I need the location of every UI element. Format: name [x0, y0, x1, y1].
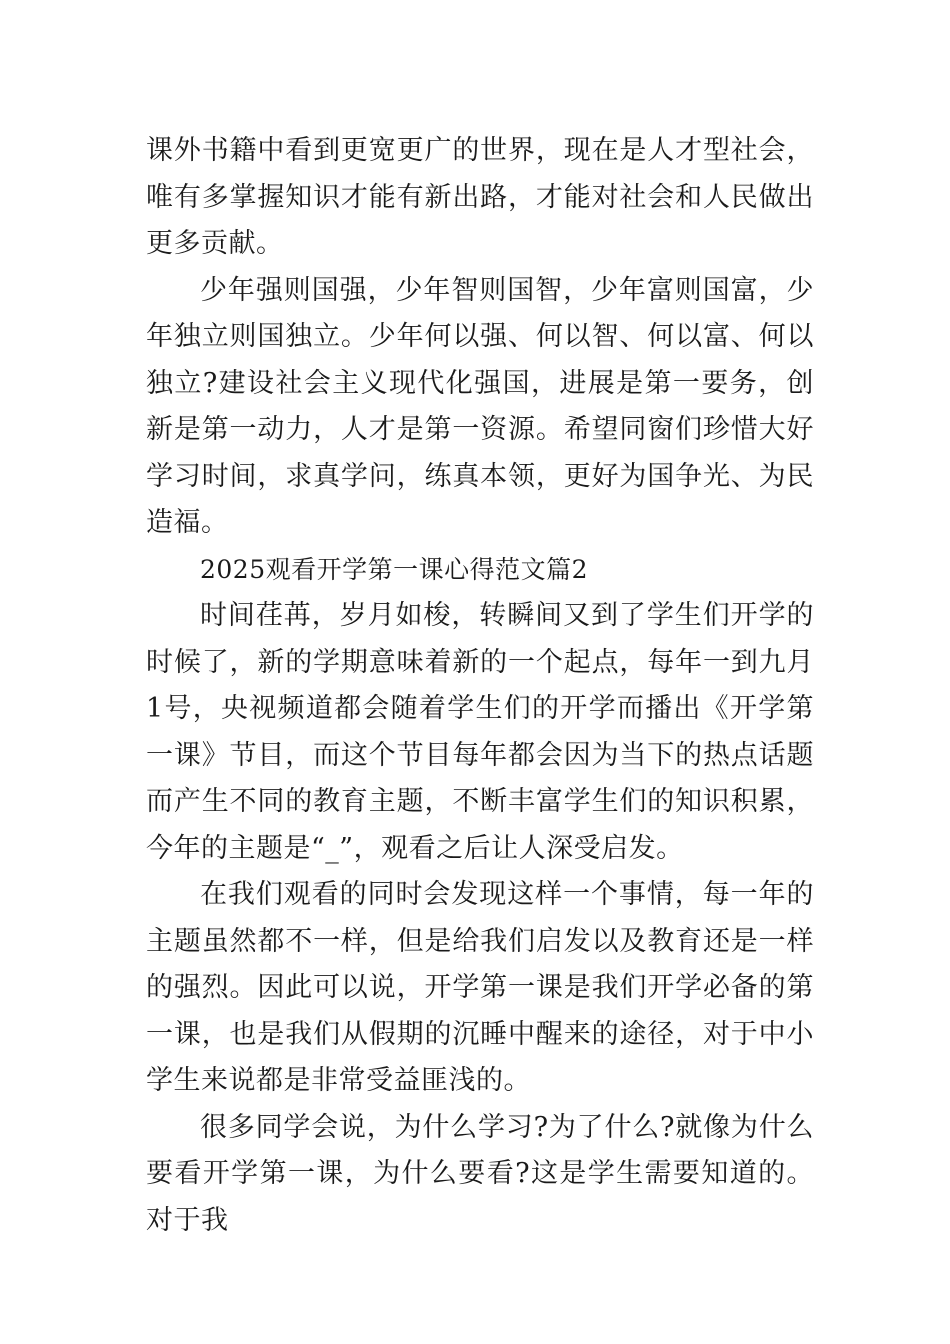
paragraph-continuation: 课外书籍中看到更宽更广的世界，现在是人才型社会，唯有多掌握知识才能有新出路，才能对社会和人民做出更多贡献。 [146, 135, 814, 259]
paragraph: 时间荏苒，岁月如梭，转瞬间又到了学生们开学的时候了，新的学期意味着新的一个起点，每年一到九月1号，央视频道都会随着学生们的开学而播出《开学第一课》节目，而这个节目每年都会因为当下的热点话题而产生不同的教育主题，不断丰富学生们的知识积累，今年的主题是“_”，观看之后让人深受启发。 [146, 600, 814, 864]
document-body [146, 128, 814, 1244]
paragraph: 少年强则国强，少年智则国智，少年富则国富，少年独立则国独立。少年何以强、何以智、何以富、何以独立?建设社会主义现代化强国，进展是第一要务，创新是第一动力，人才是第一资源。希望同窗们珍惜大好学习时间，求真学问，练真本领，更好为国争光、为民造福。 [146, 274, 814, 538]
section-heading: 2025观看开学第一课心得范文篇2 [200, 554, 589, 584]
paragraph: 很多同学会说，为什么学习?为了什么?就像为什么要看开学第一课，为什么要看?这是学生需要知道的。对于我 [146, 1111, 814, 1236]
paragraph: 在我们观看的同时会发现这样一个事情，每一年的主题虽然都不一样，但是给我们启发以及教育还是一样的强烈。因此可以说，开学第一课是我们开学必备的第一课，也是我们从假期的沉睡中醒来的途径，对于中小学生来说都是非常受益匪浅的。 [146, 879, 814, 1096]
